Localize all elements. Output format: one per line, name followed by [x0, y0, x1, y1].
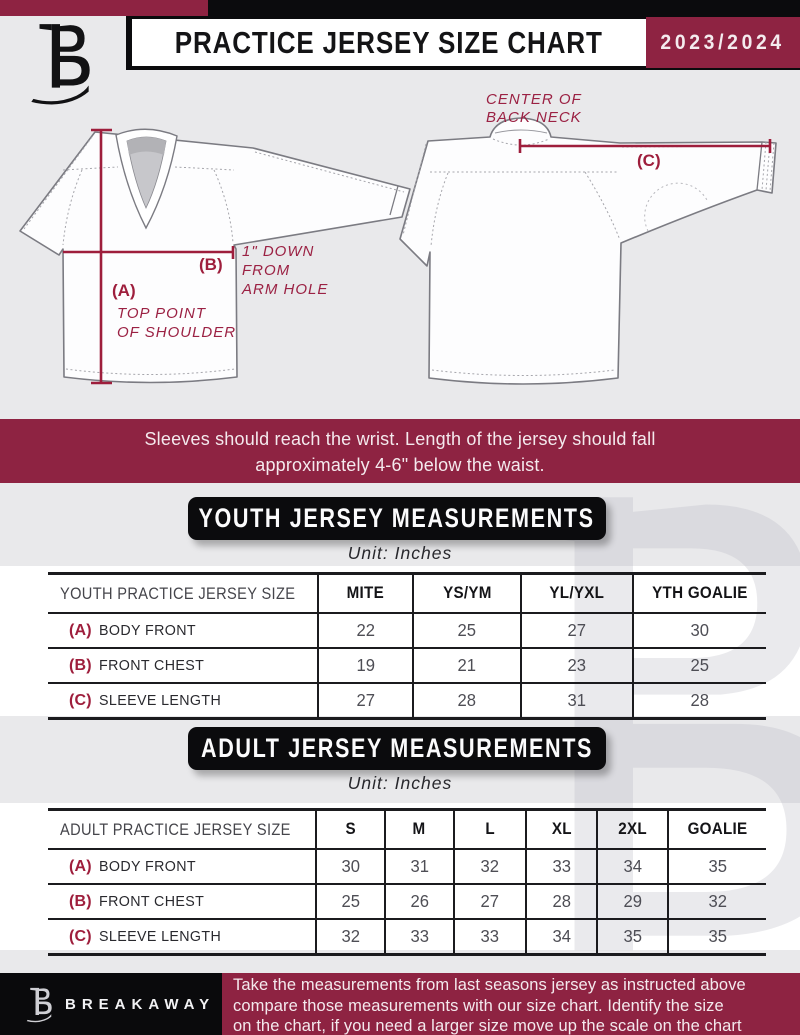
notice-line-1: Sleeves should reach the wrist. Length of the jersey should fall [144, 429, 656, 449]
youth-col-goalie: YTH GOALIE [652, 584, 748, 602]
header-maroon-strip [0, 0, 208, 16]
measure-c-label: (C) [637, 151, 661, 170]
adult-col-m: M [413, 820, 426, 838]
table-row: (B) FRONT CHEST 25 26 27 28 29 32 [48, 884, 766, 919]
adult-unit-label: Unit: Inches [347, 773, 453, 793]
season-label: 2023/2024 [660, 30, 786, 54]
youth-unit-label: Unit: Inches [347, 543, 453, 563]
youth-table-header-row [48, 574, 766, 614]
notice-line-2: approximately 4-6" below the waist. [255, 455, 545, 475]
youth-col-mite: MITE [346, 584, 385, 602]
youth-measurements-table [48, 572, 766, 720]
adult-col-xl: XL [551, 820, 572, 838]
table-row: (A) BODY FRONT 22 25 27 30 [48, 613, 766, 648]
footer-line-2: compare those measurements with our size chart. Identify the size [233, 996, 724, 1015]
youth-col-ylyxl: YL/YXL [549, 584, 605, 602]
measure-c-caption-2: BACK NECK [486, 109, 582, 126]
adult-col-s: S [345, 820, 356, 838]
adult-col-2xl: 2XL [618, 820, 647, 838]
adult-size-header: ADULT PRACTICE JERSEY SIZE [60, 819, 291, 839]
youth-col-ysym: YS/YM [442, 584, 492, 602]
footer-instructions [222, 973, 800, 1035]
table-row: (A) BODY FRONT 30 31 32 33 34 35 [48, 849, 766, 884]
measure-b-caption-2: FROM [242, 262, 291, 279]
table-row: (C) SLEEVE LENGTH 32 33 33 34 35 35 [48, 919, 766, 955]
measure-a-caption-2: OF SHOULDER [117, 324, 237, 341]
adult-table-header-row [48, 810, 766, 850]
table-row: (B) FRONT CHEST 19 21 23 25 [48, 648, 766, 683]
measure-c-caption-1: CENTER OF [486, 91, 582, 108]
season-badge [646, 17, 800, 68]
table-row: (C) SLEEVE LENGTH 27 28 31 28 [48, 683, 766, 719]
footer-brand-name: BREAKAWAY [65, 995, 216, 1013]
back-jersey-illustration [400, 118, 776, 384]
adult-section-heading: ADULT JERSEY MEASUREMENTS [188, 727, 606, 770]
adult-col-l: L [485, 820, 495, 838]
jersey-diagram [0, 80, 800, 418]
page-title: PRACTICE JERSEY SIZE CHART [175, 24, 603, 60]
youth-section-heading: YOUTH JERSEY MEASUREMENTS [188, 497, 606, 540]
measure-b-caption-3: ARM HOLE [242, 281, 329, 298]
youth-size-header: YOUTH PRACTICE JERSEY SIZE [60, 583, 296, 603]
adult-measurements-table [48, 808, 766, 956]
page-title-box [132, 19, 646, 66]
footer-brand-bar [0, 973, 222, 1035]
fit-notice-banner [0, 419, 800, 483]
breakaway-footer-logo-icon [25, 986, 53, 1023]
footer-line-3: on the chart, if you need a larger size move up the scale on the chart [233, 1017, 742, 1035]
adult-col-goalie: GOALIE [687, 820, 748, 838]
measure-b-caption-1: 1" DOWN [242, 243, 315, 260]
measure-a-label: (A) [112, 281, 136, 300]
measure-a-caption-1: TOP POINT [117, 305, 207, 322]
footer-line-1: Take the measurements from last seasons jersey as instructed above [233, 976, 746, 994]
measure-b-label: (B) [199, 255, 223, 274]
